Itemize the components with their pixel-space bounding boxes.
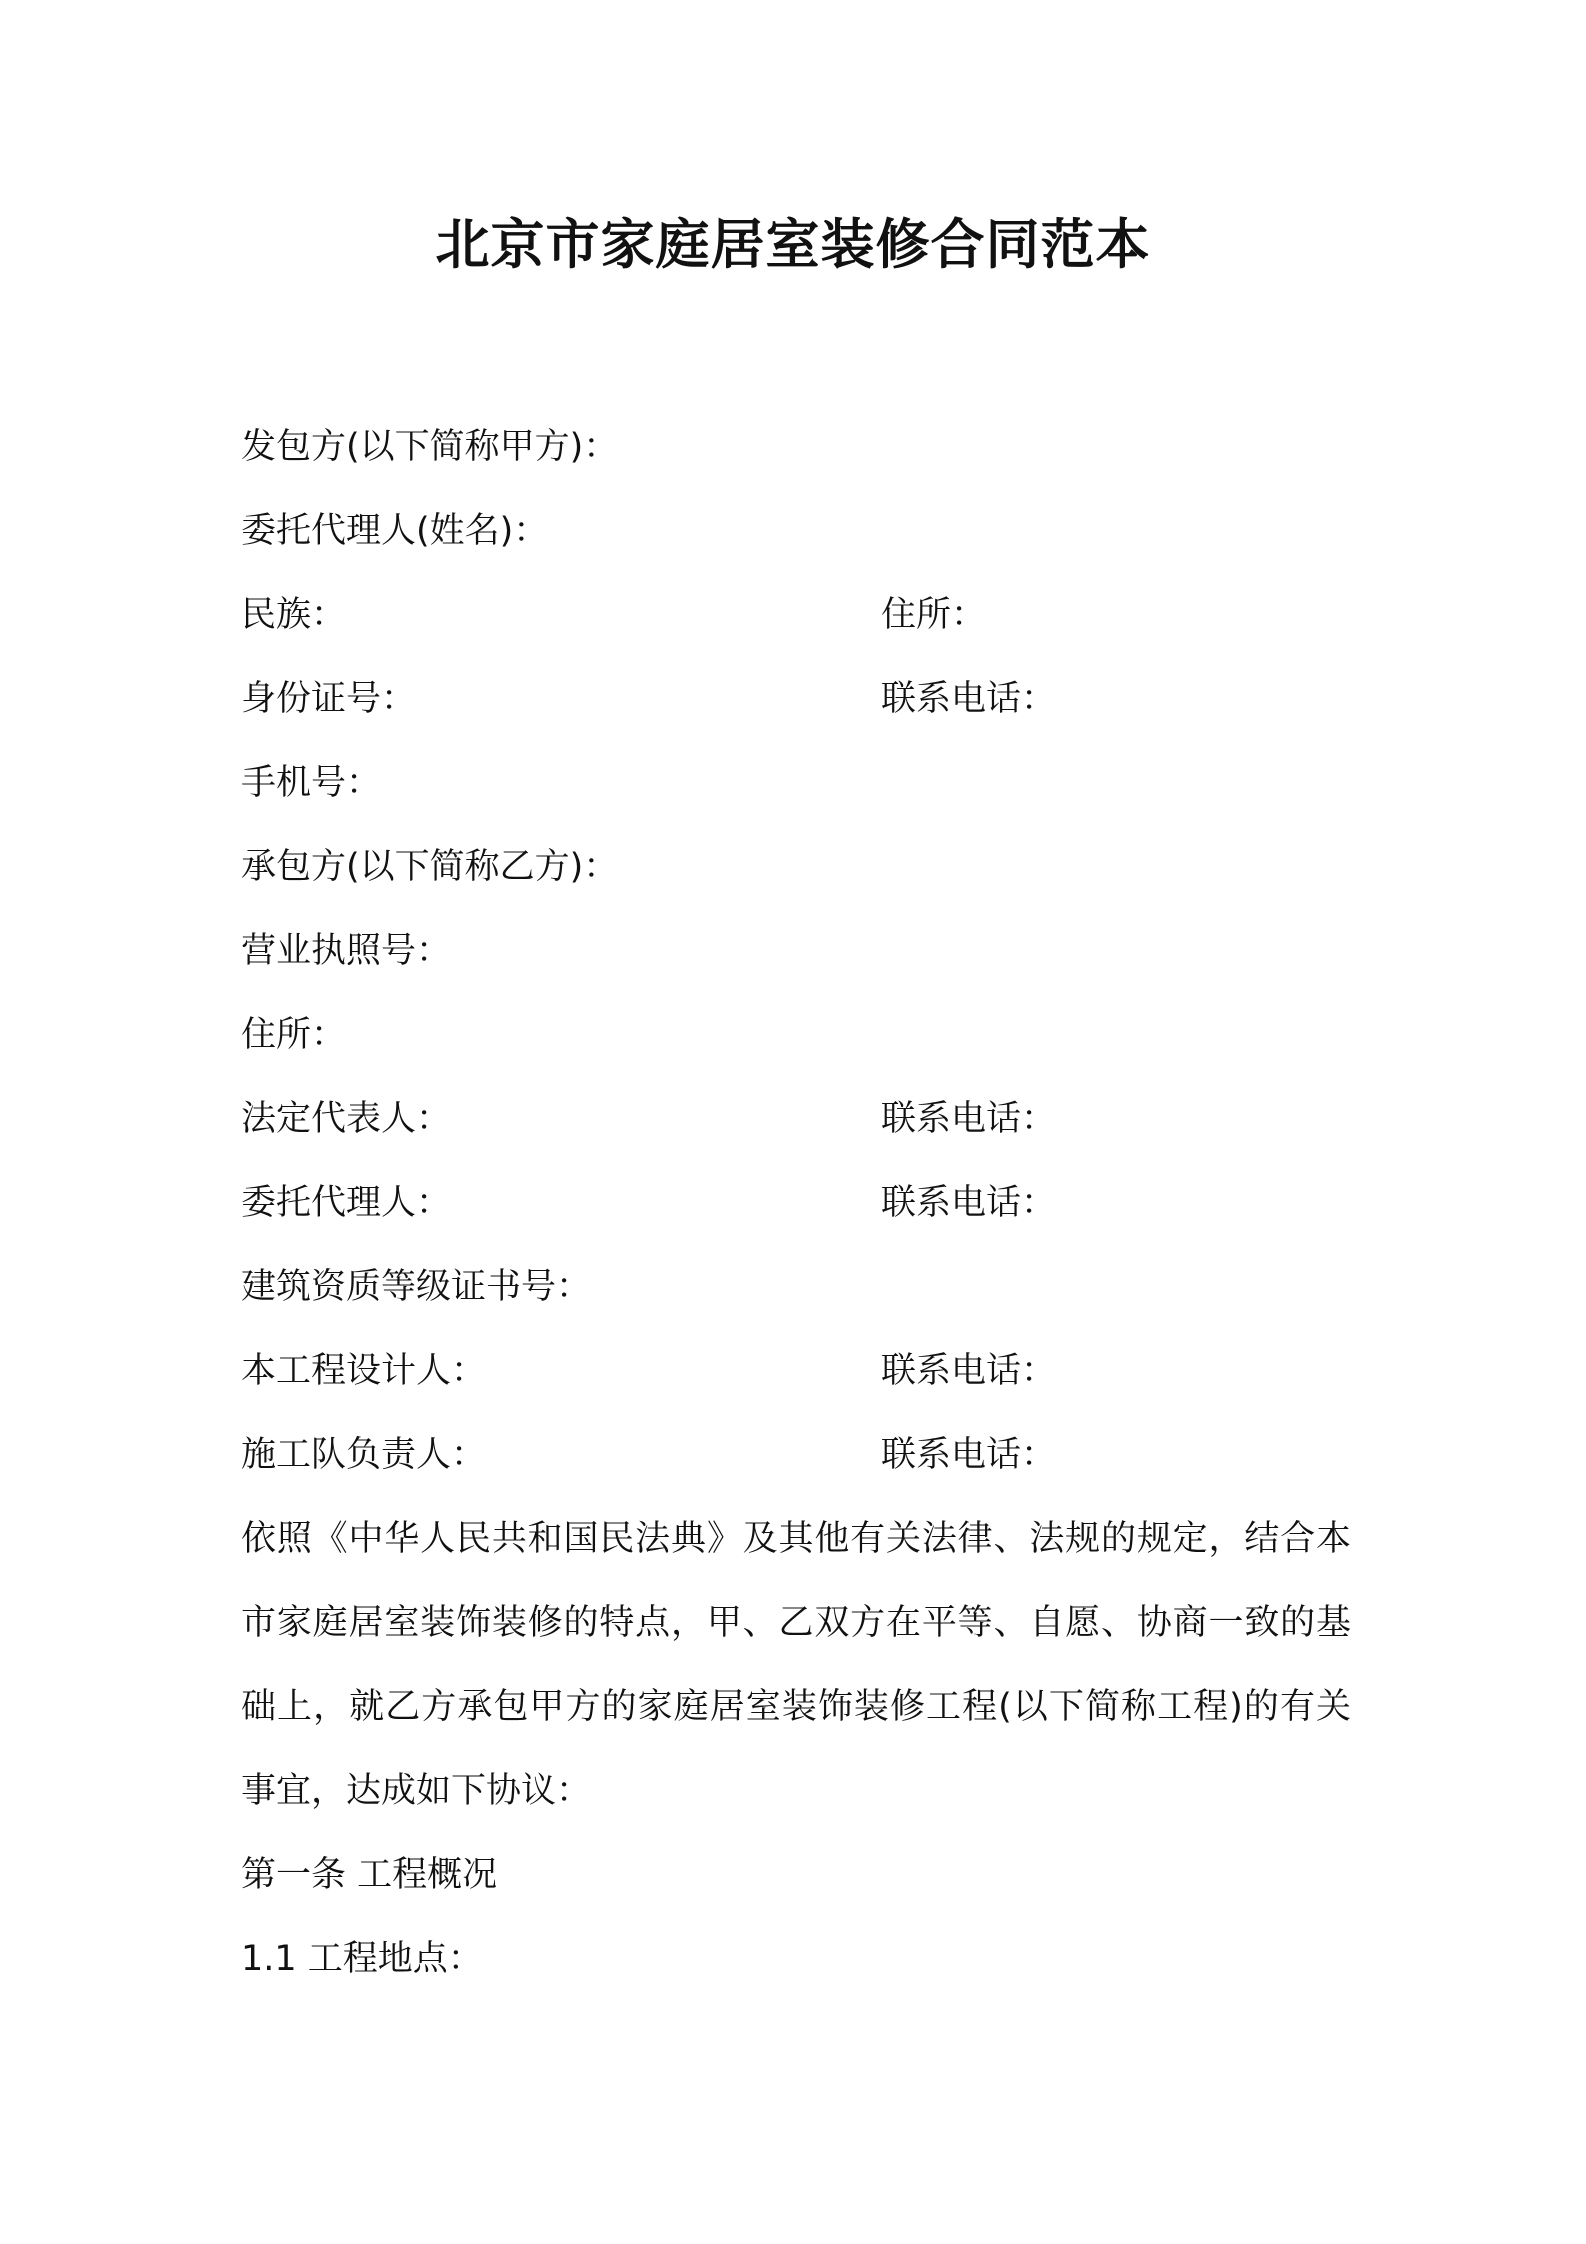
- field-label-right: 联系电话：: [881, 1099, 1057, 1139]
- preamble-paragraph: 依照《中华人民共和国民法典》及其他有关法律、法规的规定，结合本市家庭居室装饰装修的特点，甲、乙双方在平等、自愿、协商一致的基础上，就乙方承包甲方的家庭居室装饰装修工程(以下简称工程)的有关事宜，达成如下协议：: [241, 1519, 1351, 1811]
- field-label: 承包方(以下简称乙方)：: [241, 847, 619, 887]
- field-row: [241, 825, 1351, 909]
- field-row: [241, 573, 1351, 657]
- field-row: [241, 1413, 1351, 1497]
- field-label-right: 住所：: [881, 595, 987, 635]
- field-label: 委托代理人(姓名)：: [241, 511, 549, 551]
- field-row: [241, 405, 1351, 489]
- field-label: 手机号：: [241, 763, 382, 803]
- field-row: [241, 909, 1351, 993]
- article-heading: 第一条 工程概况: [241, 1855, 498, 1895]
- field-label: 身份证号：: [241, 679, 417, 719]
- field-row: [241, 1161, 1351, 1245]
- field-label-right: 联系电话：: [881, 1183, 1057, 1223]
- article-item: 1.1 工程地点：: [241, 1939, 483, 1979]
- field-label-right: 联系电话：: [881, 1351, 1057, 1391]
- field-row: [241, 657, 1351, 741]
- field-label: 法定代表人：: [241, 1099, 452, 1139]
- field-label: 发包方(以下简称甲方)：: [241, 427, 619, 467]
- contract-body: [241, 405, 1351, 2001]
- field-row: [241, 741, 1351, 825]
- field-label: 本工程设计人：: [241, 1351, 487, 1391]
- field-row: [241, 1077, 1351, 1161]
- field-row: [241, 1329, 1351, 1413]
- field-label: 建筑资质等级证书号：: [241, 1267, 592, 1307]
- field-label: 委托代理人：: [241, 1183, 452, 1223]
- field-row: [241, 993, 1351, 1077]
- document-title: 北京市家庭居室装修合同范本: [435, 213, 1151, 276]
- field-label-right: 联系电话：: [881, 1435, 1057, 1475]
- field-label: 住所：: [241, 1015, 347, 1055]
- field-label: 施工队负责人：: [241, 1435, 487, 1475]
- field-row: [241, 1245, 1351, 1329]
- field-label: 营业执照号：: [241, 931, 452, 971]
- field-label: 民族：: [241, 595, 347, 635]
- field-label-right: 联系电话：: [881, 679, 1057, 719]
- field-row: [241, 489, 1351, 573]
